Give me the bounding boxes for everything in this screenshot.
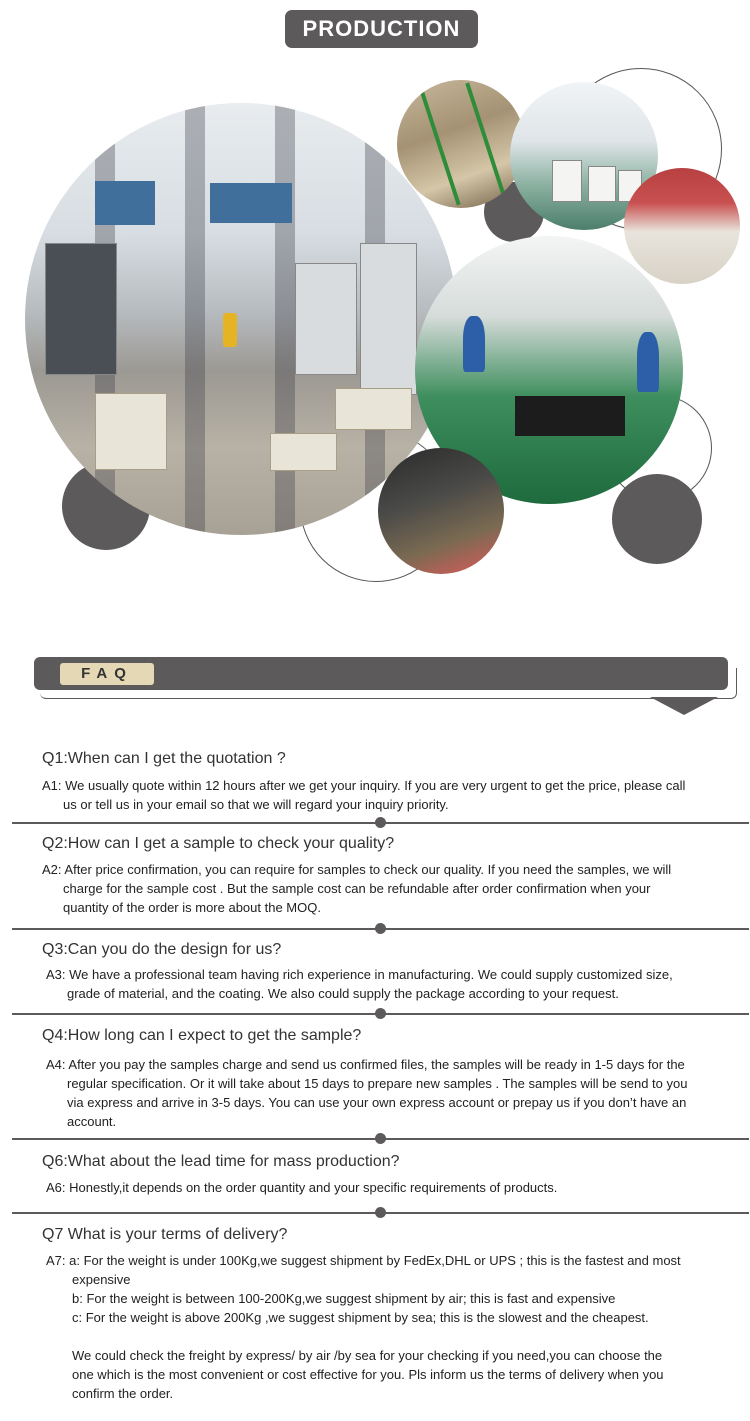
answer-line: regular specification. Or it will take about 15 days to prepare new samples . The samples will be send to you [67, 1076, 688, 1091]
factory-crate [335, 388, 412, 430]
faq-question: Q6:What about the lead time for mass production? [42, 1153, 400, 1170]
factory-crate [95, 393, 167, 470]
workshop-machine [588, 166, 616, 202]
workshop-machine [552, 160, 582, 202]
answer-line: A1: We usually quote within 12 hours after we get your inquiry. If you are very urgent to get the price, please call [42, 778, 686, 793]
faq-label: FAQ [60, 663, 154, 685]
faq-answer [46, 1055, 746, 1131]
faq-question: Q2:How can I get a sample to check your quality? [42, 835, 395, 852]
faq-question: Q4:How long can I expect to get the sample? [42, 1027, 362, 1044]
answer-line: We could check the freight by express/ by air /by sea for your checking if you need,you can choose the [72, 1348, 663, 1363]
factory-machine [360, 243, 417, 395]
answer-line: A2: After price confirmation, you can require for samples to check our quality. If you need the samples, we will [42, 862, 672, 877]
faq-answer [46, 1178, 746, 1197]
faq-answer [46, 1251, 746, 1403]
decor-dot [612, 474, 702, 564]
divider-dot [375, 923, 386, 934]
factory-machine [295, 263, 357, 375]
packed-boxes-photo [397, 80, 525, 208]
answer-line: A6: Honestly,it depends on the order quantity and your specific requirements of products. [46, 1180, 558, 1195]
answer-line [46, 1327, 746, 1346]
answer-line: b: For the weight is between 100-200Kg,we suggest shipment by air; this is fast and expensive [72, 1291, 616, 1306]
answer-line: A7: a: For the weight is under 100Kg,we suggest shipment by FedEx,DHL or UPS ; this is the fastest and most [46, 1253, 681, 1268]
faq-question: Q7 What is your terms of delivery? [42, 1226, 288, 1243]
box-strap [465, 83, 508, 206]
furnace-photo [378, 448, 504, 574]
production-title: PRODUCTION [285, 10, 478, 48]
divider-dot [375, 1133, 386, 1144]
answer-line: via express and arrive in 3-5 days. You can use your own express account or prepay us if you don’t have an [67, 1095, 687, 1110]
line-tray [515, 396, 625, 436]
faq-question: Q1:When can I get the quotation ? [42, 750, 286, 767]
faq-answer [42, 860, 742, 917]
divider-dot [375, 1207, 386, 1218]
answer-line: c: For the weight is above 200Kg ,we suggest shipment by sea; this is the slowest and the cheapest. [72, 1310, 649, 1325]
answer-line: charge for the sample cost . But the sample cost can be refundable after order confirmation when your [63, 881, 651, 896]
faq-answer [42, 776, 742, 814]
answer-line: confirm the order. [72, 1386, 174, 1401]
answer-line: one which is the most convenient or cost effective for you. Pls inform us the terms of delivery when you [72, 1367, 664, 1382]
factory-window [210, 183, 292, 223]
answer-line: grade of material, and the coating. We also could supply the package according to your request. [67, 986, 619, 1001]
line-worker [463, 316, 485, 372]
faq-answer [46, 965, 746, 1003]
factory-window [95, 181, 155, 225]
factory-machine [45, 243, 117, 375]
answer-line: quantity of the order is more about the MOQ. [63, 900, 321, 915]
faq-banner-pointer [650, 697, 718, 715]
answer-line: A4: After you pay the samples charge and send us confirmed files, the samples will be ready in 1-5 days for the [46, 1057, 685, 1072]
answer-line: A3: We have a professional team having rich experience in manufacturing. We could supply customized size, [46, 967, 673, 982]
divider-dot [375, 817, 386, 828]
factory-crate [270, 433, 337, 471]
shipping-container-photo [624, 168, 740, 284]
answer-line: us or tell us in your email so that we will regard your inquiry priority. [63, 797, 449, 812]
factory-worker [223, 313, 237, 347]
line-worker [637, 332, 659, 392]
divider-dot [375, 1008, 386, 1019]
faq-question: Q3:Can you do the design for us? [42, 941, 282, 958]
answer-line: account. [67, 1114, 117, 1129]
answer-line: expensive [72, 1272, 131, 1287]
box-strap [417, 83, 460, 206]
